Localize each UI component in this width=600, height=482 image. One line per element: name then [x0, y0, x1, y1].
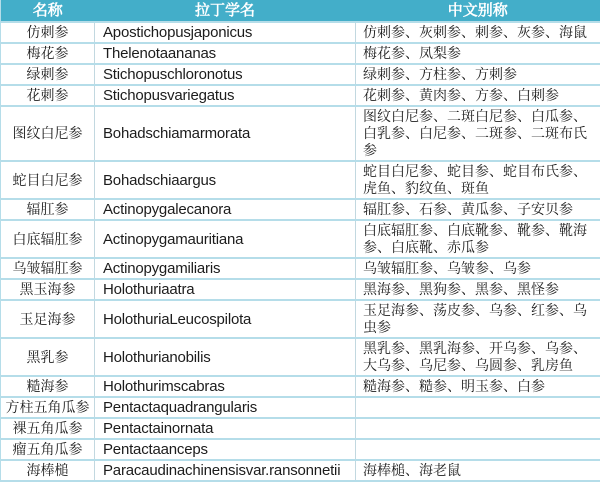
aliases-cell: 海棒槌、海老鼠: [356, 460, 600, 481]
species-name-cell: 辐肛参: [1, 199, 95, 220]
latin-name-cell: Actinopygalecanora: [95, 199, 356, 220]
table-row: [1, 43, 600, 64]
aliases-cell: 糙海参、糙参、明玉参、白参: [356, 376, 600, 397]
species-name-cell: 瘤五角瓜参: [1, 439, 95, 460]
aliases-cell: 乌皱辐肛参、乌皱参、乌参: [356, 258, 600, 279]
table-row: [1, 22, 600, 43]
header-row: [1, 0, 600, 22]
species-name-cell: 仿刺参: [1, 22, 95, 43]
aliases-cell: 仿刺参、灰刺参、刺参、灰参、海鼠: [356, 22, 600, 43]
species-name-cell: 糙海参: [1, 376, 95, 397]
latin-name-cell: Holothuriaatra: [95, 279, 356, 300]
aliases-cell: 蛇目白尼参、蛇目参、蛇目布氏参、虎鱼、豹纹鱼、斑鱼: [356, 161, 600, 199]
table-row: [1, 220, 600, 258]
aliases-cell: 图纹白尼参、二斑白尼参、白瓜参、白乳参、白尼参、二斑参、二斑布氏参: [356, 106, 600, 161]
aliases-cell: [356, 418, 600, 439]
table-row: [1, 64, 600, 85]
latin-name-cell: Pentactaanceps: [95, 439, 356, 460]
table-row: [1, 161, 600, 199]
column-header-latin: 拉丁学名: [95, 0, 356, 22]
species-name-cell: 黑乳参: [1, 338, 95, 376]
table-row: [1, 279, 600, 300]
species-name-cell: 梅花参: [1, 43, 95, 64]
table-row: [1, 418, 600, 439]
latin-name-cell: HolothuriaLeucospilota: [95, 300, 356, 338]
aliases-cell: 黑乳参、黑乳海参、开乌参、乌参、大乌参、乌尼参、乌圆参、乳房鱼: [356, 338, 600, 376]
table-row: [1, 397, 600, 418]
species-name-cell: 蛇目白尼参: [1, 161, 95, 199]
latin-name-cell: Actinopygamauritiana: [95, 220, 356, 258]
table-row: [1, 300, 600, 338]
species-name-cell: 白底辐肛参: [1, 220, 95, 258]
table-row: [1, 199, 600, 220]
aliases-cell: 白底辐肛参、白底靴参、靴参、靴海参、白底靴、赤瓜参: [356, 220, 600, 258]
aliases-cell: 梅花参、凤梨参: [356, 43, 600, 64]
table-row: [1, 376, 600, 397]
species-name-cell: 花刺参: [1, 85, 95, 106]
species-name-cell: 黑玉海参: [1, 279, 95, 300]
latin-name-cell: Stichopusvariegatus: [95, 85, 356, 106]
species-name-cell: 绿刺参: [1, 64, 95, 85]
aliases-cell: [356, 439, 600, 460]
aliases-cell: 绿刺参、方柱参、方刺参: [356, 64, 600, 85]
table-row: [1, 460, 600, 481]
latin-name-cell: Holothurimscabras: [95, 376, 356, 397]
column-header-name: 名称: [1, 0, 95, 22]
table-body: [1, 22, 600, 481]
latin-name-cell: Pentactaquadrangularis: [95, 397, 356, 418]
latin-name-cell: Apostichopusjaponicus: [95, 22, 356, 43]
species-name-cell: 图纹白尼参: [1, 106, 95, 161]
table-row: [1, 85, 600, 106]
species-name-cell: 乌皱辐肛参: [1, 258, 95, 279]
latin-name-cell: Pentactainornata: [95, 418, 356, 439]
aliases-cell: 玉足海参、荡皮参、乌参、红参、乌虫参: [356, 300, 600, 338]
column-header-aliases: 中文别称: [356, 0, 600, 22]
latin-name-cell: Bohadschiamarmorata: [95, 106, 356, 161]
latin-name-cell: Actinopygamiliaris: [95, 258, 356, 279]
latin-name-cell: Bohadschiaargus: [95, 161, 356, 199]
species-name-cell: 海棒槌: [1, 460, 95, 481]
species-name-cell: 玉足海参: [1, 300, 95, 338]
species-name-cell: 方柱五角瓜参: [1, 397, 95, 418]
table-row: [1, 439, 600, 460]
latin-name-cell: Thelenotaananas: [95, 43, 356, 64]
latin-name-cell: Paracaudinachinensisvar.ransonnetii: [95, 460, 356, 481]
aliases-cell: 花刺参、黄肉参、方参、白刺参: [356, 85, 600, 106]
aliases-cell: [356, 397, 600, 418]
table-row: [1, 106, 600, 161]
aliases-cell: 黑海参、黑狗参、黑参、黑怪参: [356, 279, 600, 300]
latin-name-cell: Holothurianobilis: [95, 338, 356, 376]
aliases-cell: 辐肛参、石参、黄瓜参、子安贝参: [356, 199, 600, 220]
species-name-cell: 裸五角瓜参: [1, 418, 95, 439]
latin-name-cell: Stichopuschloronotus: [95, 64, 356, 85]
table-row: [1, 338, 600, 376]
table-row: [1, 258, 600, 279]
